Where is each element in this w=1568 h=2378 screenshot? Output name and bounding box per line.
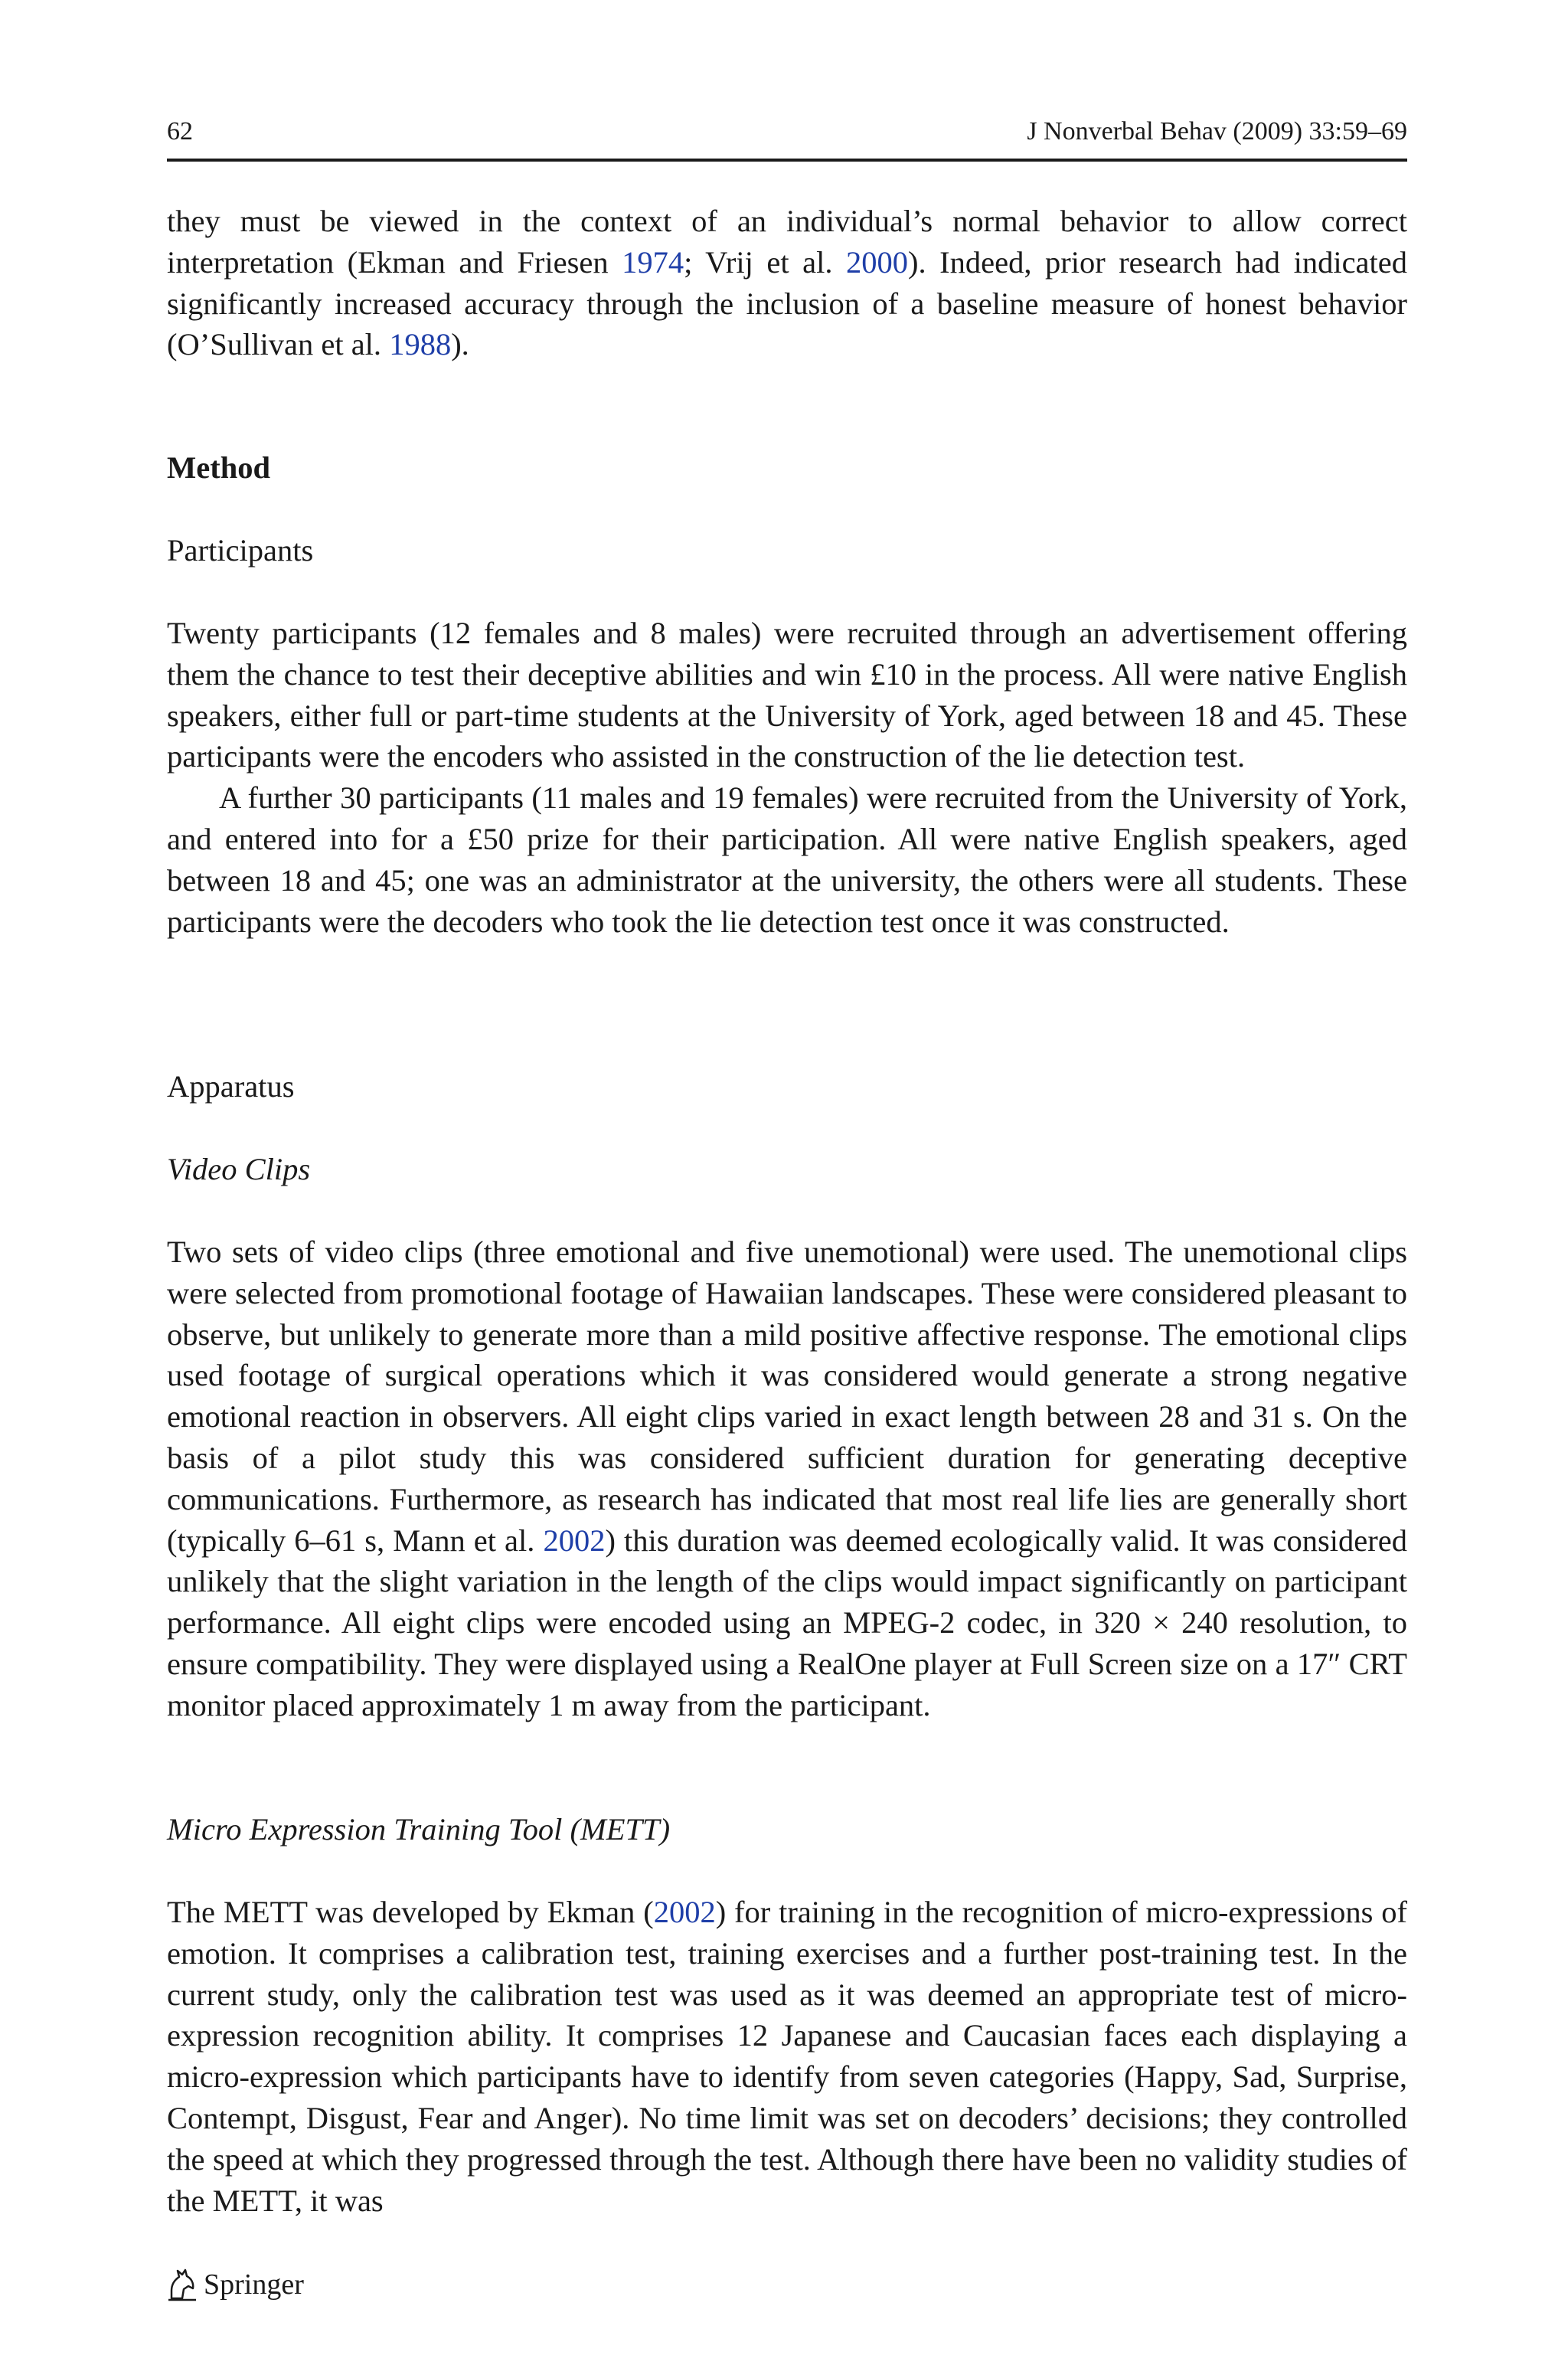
running-header	[167, 115, 1407, 149]
video-clips-paragraph	[167, 1232, 1407, 1726]
method-heading: Method	[167, 450, 270, 485]
intro-text-3: ). Indeed, prior research had indicated significantly increased accuracy through the inclusion of a baseline measure of honest behavior (O’Sullivan et al.	[167, 244, 1407, 362]
page-number: 62	[167, 117, 193, 146]
springer-horse-icon	[167, 2268, 198, 2301]
participants-heading: Participants	[167, 533, 314, 568]
publisher-name: Springer	[204, 2268, 304, 2301]
intro-text-1: they must be viewed in the context of an individual’s normal behavior to allow correct interpretation (Ekman and Friesen	[167, 204, 1407, 280]
video-text-1: Two sets of video clips (three emotional and five unemotional) were used. The unemotional clips were selected from promotional footage of Hawaiian landscapes. These were considered pleasant to observe, but unlikely to generate more than a mild positive affective response. The emotional clips used footage of surgical operations which it was considered would generate a strong negative emotional reaction in observers. All eight clips varied in exact length between 28 and 31 s. On the basis of a pilot study this was considered sufficient duration for generating deceptive communications. Furthermore, as research has indicated that most real life lies are generally short (typically 6–61 s, Mann et al.	[167, 1235, 1407, 1558]
citation-link-1988[interactable]: 1988	[389, 327, 452, 362]
publisher-footer	[167, 2265, 304, 2304]
mett-heading: Micro Expression Training Tool (METT)	[167, 1812, 671, 1846]
citation-link-2002-ekman[interactable]: 2002	[653, 1895, 716, 1929]
participants-paragraph-2: A further 30 participants (11 males and 19 females) were recruited from the University of York, and entered into for a £50 prize for their participation. All were native English speakers, aged between 18 and 45; one was an administrator at the university, the others were all students. These participants were the decoders who took the lie detection test once it was constructed.	[167, 780, 1407, 939]
mett-text-1: The METT was developed by Ekman (	[167, 1895, 654, 1929]
intro-text-4: ).	[451, 327, 469, 362]
video-text-2: ) this duration was deemed ecologically valid. It was considered unlikely that the slight variation in the length of the clips would impact significantly on participant performance. All eight clips were encoded using an MPEG-2 codec, in 320 × 240 resolution, to ensure compatibility. They were displayed using a RealOne player at Full Screen size on a 17″ CRT monitor placed approximately 1 m away from the participant.	[167, 1523, 1407, 1722]
citation-link-1974[interactable]: 1974	[622, 244, 684, 280]
intro-text-2: ; Vrij et al.	[684, 244, 847, 280]
citation-link-2002-mann[interactable]: 2002	[543, 1523, 606, 1558]
participants-paragraph-1: Twenty participants (12 females and 8 males) were recruited through an advertisement offering them the chance to test their deceptive abilities and win £10 in the process. All were native English speakers, either full or part-time students at the University of York, aged between 18 and 45. These participants were the encoders who assisted in the construction of the lie detection test.	[167, 616, 1407, 774]
mett-text-2: ) for training in the recognition of micro-expressions of emotion. It comprises a calibration test, training exercises and a further post-training test. In the current study, only the calibration test was used as it was deemed an appropriate test of micro-expression recognition ability. It comprises 12 Japanese and Caucasian faces each displaying a micro-expression which participants have to identify from seven categories (Happy, Sad, Surprise, Contempt, Disgust, Fear and Anger). No time limit was set on decoders’ decisions; they controlled the speed at which they progressed through the test. Although there have been no validity studies of the METT, it was	[167, 1895, 1407, 2218]
apparatus-heading: Apparatus	[167, 1069, 295, 1104]
mett-paragraph	[167, 1892, 1407, 2221]
citation-link-2000[interactable]: 2000	[846, 244, 909, 280]
video-clips-heading: Video Clips	[167, 1152, 311, 1186]
intro-paragraph	[167, 201, 1407, 365]
participants-section	[167, 613, 1407, 942]
header-rule	[167, 159, 1407, 162]
journal-citation: J Nonverbal Behav (2009) 33:59–69	[1027, 117, 1407, 146]
